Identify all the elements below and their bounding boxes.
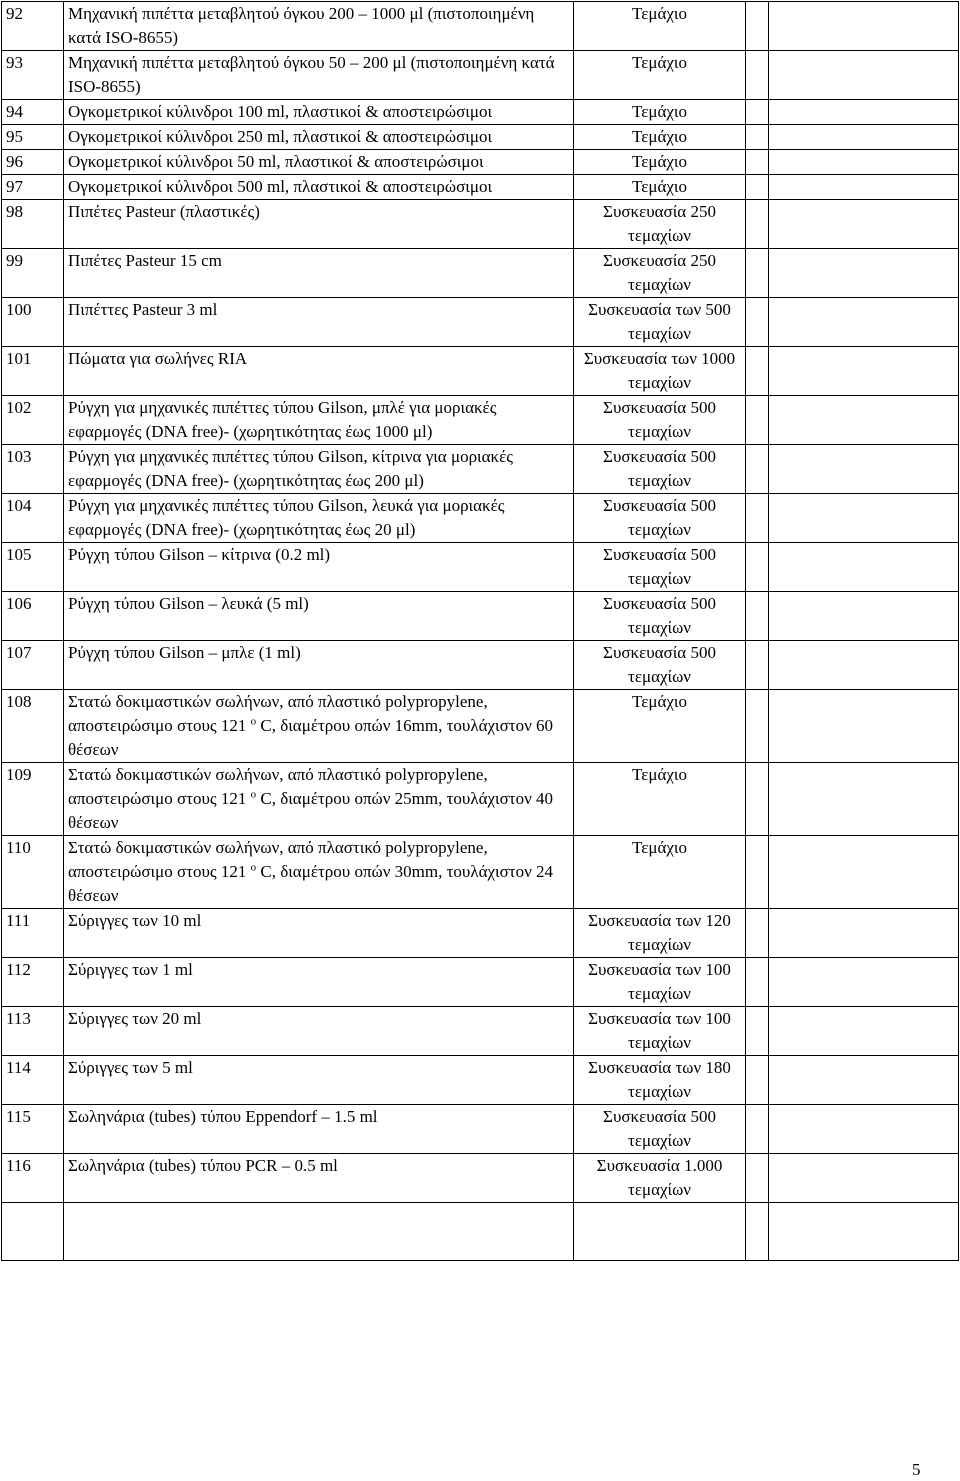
row-unit: Συσκευασία των 180 τεμαχίων xyxy=(574,1056,746,1105)
empty-cell xyxy=(746,2,769,51)
empty-cell xyxy=(769,592,959,641)
empty-cell xyxy=(746,200,769,249)
empty-cell xyxy=(769,909,959,958)
table-row xyxy=(2,396,959,445)
table-row xyxy=(2,51,959,100)
empty-cell xyxy=(769,125,959,150)
row-description: Ογκομετρικοί κύλινδροι 100 ml, πλαστικοί & αποστειρώσιμοι xyxy=(64,100,574,125)
row-number: 94 xyxy=(2,100,64,125)
row-description: Σύριγγες των 1 ml xyxy=(64,958,574,1007)
empty-cell xyxy=(746,909,769,958)
empty-cell xyxy=(746,1007,769,1056)
table-row xyxy=(2,543,959,592)
table-row xyxy=(2,909,959,958)
empty-cell xyxy=(769,494,959,543)
empty-cell xyxy=(769,958,959,1007)
row-description: Πιπέτες Pasteur 15 cm xyxy=(64,249,574,298)
table-row xyxy=(2,763,959,836)
row-unit: Τεμάχιο xyxy=(574,51,746,100)
row-description: Πιπέττες Pasteur 3 ml xyxy=(64,298,574,347)
empty-cell xyxy=(769,1056,959,1105)
table-row xyxy=(2,249,959,298)
row-description: Ρύγχη για μηχανικές πιπέττες τύπου Gilson, λευκά για μοριακές εφαρμογές (DNA free)- (χωρητικότητας έως 20 μl) xyxy=(64,494,574,543)
row-unit: Συσκευασία 500 τεμαχίων xyxy=(574,1105,746,1154)
row-unit: Συσκευασία των 1000 τεμαχίων xyxy=(574,347,746,396)
empty-cell xyxy=(746,396,769,445)
row-number: 108 xyxy=(2,690,64,763)
empty-cell xyxy=(769,543,959,592)
row-unit: Τεμάχιο xyxy=(574,836,746,909)
table-row xyxy=(2,150,959,175)
empty-cell xyxy=(64,1203,574,1261)
empty-cell xyxy=(746,249,769,298)
row-unit: Τεμάχιο xyxy=(574,125,746,150)
empty-cell xyxy=(746,1105,769,1154)
row-number: 104 xyxy=(2,494,64,543)
empty-cell xyxy=(746,175,769,200)
empty-cell xyxy=(574,1203,746,1261)
page-number: 5 xyxy=(912,1460,921,1479)
description-text: Στατώ δοκιμαστικών σωλήνων, από πλαστικό polypropylene, αποστειρώσιμο στους 121 xyxy=(68,765,488,808)
row-description: Ογκομετρικοί κύλινδροι 500 ml, πλαστικοί & αποστειρώσιμοι xyxy=(64,175,574,200)
table-row xyxy=(2,690,959,763)
empty-cell xyxy=(769,150,959,175)
table-row xyxy=(2,958,959,1007)
empty-cell xyxy=(769,1105,959,1154)
row-number: 110 xyxy=(2,836,64,909)
row-number: 95 xyxy=(2,125,64,150)
row-unit: Συσκευασία 500 τεμαχίων xyxy=(574,543,746,592)
empty-cell xyxy=(746,298,769,347)
row-description: Σωληνάρια (tubes) τύπου PCR – 0.5 ml xyxy=(64,1154,574,1203)
row-unit: Συσκευασία 1.000 τεμαχίων xyxy=(574,1154,746,1203)
row-unit: Συσκευασία των 100 τεμαχίων xyxy=(574,1007,746,1056)
row-description xyxy=(64,836,574,909)
table-row xyxy=(2,836,959,909)
table-row xyxy=(2,347,959,396)
empty-cell xyxy=(746,1203,769,1261)
empty-cell xyxy=(769,445,959,494)
row-unit: Συσκευασία των 100 τεμαχίων xyxy=(574,958,746,1007)
degree-superscript: ο xyxy=(250,861,257,874)
row-number: 98 xyxy=(2,200,64,249)
empty-cell xyxy=(769,690,959,763)
empty-cell xyxy=(769,1203,959,1261)
row-description: Σωληνάρια (tubes) τύπου Eppendorf – 1.5 ml xyxy=(64,1105,574,1154)
empty-cell xyxy=(769,2,959,51)
row-number: 107 xyxy=(2,641,64,690)
row-number: 116 xyxy=(2,1154,64,1203)
row-description: Ρύγχη για μηχανικές πιπέττες τύπου Gilson, κίτρινα για μοριακές εφαρμογές (DNA free)- (χωρητικότητας έως 200 μl) xyxy=(64,445,574,494)
table-row xyxy=(2,641,959,690)
row-number: 92 xyxy=(2,2,64,51)
row-unit: Τεμάχιο xyxy=(574,2,746,51)
row-unit: Συσκευασία 500 τεμαχίων xyxy=(574,494,746,543)
description-text: C, διαμέτρου οπών 25mm, τουλάχιστον 40 θέσεων xyxy=(68,789,554,832)
empty-cell xyxy=(769,1154,959,1203)
row-number: 114 xyxy=(2,1056,64,1105)
row-unit: Συσκευασία των 500 τεμαχίων xyxy=(574,298,746,347)
empty-cell xyxy=(746,958,769,1007)
row-number: 112 xyxy=(2,958,64,1007)
row-description: Ρύγχη τύπου Gilson – λευκά (5 ml) xyxy=(64,592,574,641)
empty-cell xyxy=(769,100,959,125)
row-number: 103 xyxy=(2,445,64,494)
row-description: Πώματα για σωλήνες RIA xyxy=(64,347,574,396)
empty-cell xyxy=(769,1007,959,1056)
row-number: 96 xyxy=(2,150,64,175)
table-row xyxy=(2,200,959,249)
table-row xyxy=(2,1154,959,1203)
empty-cell xyxy=(769,200,959,249)
description-text: Στατώ δοκιμαστικών σωλήνων, από πλαστικό polypropylene, αποστειρώσιμο στους 121 xyxy=(68,692,488,735)
row-number: 109 xyxy=(2,763,64,836)
empty-cell xyxy=(769,347,959,396)
empty-cell xyxy=(746,1056,769,1105)
empty-cell xyxy=(746,690,769,763)
row-unit: Τεμάχιο xyxy=(574,100,746,125)
empty-cell xyxy=(769,641,959,690)
row-description: Ογκομετρικοί κύλινδροι 250 ml, πλαστικοί & αποστειρώσιμοι xyxy=(64,125,574,150)
row-description: Πιπέτες Pasteur (πλαστικές) xyxy=(64,200,574,249)
row-number: 113 xyxy=(2,1007,64,1056)
empty-cell xyxy=(746,347,769,396)
empty-cell xyxy=(746,763,769,836)
row-description: Σύριγγες των 20 ml xyxy=(64,1007,574,1056)
description-text: C, διαμέτρου οπών 16mm, τουλάχιστον 60 θέσεων xyxy=(68,716,554,759)
row-unit: Τεμάχιο xyxy=(574,175,746,200)
row-description: Μηχανική πιπέττα μεταβλητού όγκου 200 – 1000 μl (πιστοποιημένη κατά ISO-8655) xyxy=(64,2,574,51)
table-row xyxy=(2,494,959,543)
empty-cell xyxy=(769,836,959,909)
row-number: 106 xyxy=(2,592,64,641)
table-row xyxy=(2,1105,959,1154)
row-description: Μηχανική πιπέττα μεταβλητού όγκου 50 – 200 μl (πιστοποιημένη κατά ISO-8655) xyxy=(64,51,574,100)
row-number: 111 xyxy=(2,909,64,958)
row-description: Ρύγχη για μηχανικές πιπέττες τύπου Gilson, μπλέ για μοριακές εφαρμογές (DNA free)- (χωρητικότητας έως 1000 μl) xyxy=(64,396,574,445)
row-unit: Τεμάχιο xyxy=(574,690,746,763)
row-description xyxy=(64,763,574,836)
empty-cell xyxy=(746,51,769,100)
row-unit: Συσκευασία 500 τεμαχίων xyxy=(574,592,746,641)
table-row xyxy=(2,175,959,200)
row-description xyxy=(64,690,574,763)
items-table xyxy=(1,1,959,1261)
empty-cell xyxy=(746,1154,769,1203)
empty-cell xyxy=(769,396,959,445)
description-text: Στατώ δοκιμαστικών σωλήνων, από πλαστικό polypropylene, αποστειρώσιμο στους 121 xyxy=(68,838,488,881)
row-number: 100 xyxy=(2,298,64,347)
row-description: Σύριγγες των 5 ml xyxy=(64,1056,574,1105)
empty-cell xyxy=(769,175,959,200)
row-description: Ρύγχη τύπου Gilson – μπλε (1 ml) xyxy=(64,641,574,690)
empty-cell xyxy=(769,51,959,100)
empty-cell xyxy=(746,100,769,125)
row-unit: Συσκευασία 250 τεμαχίων xyxy=(574,200,746,249)
empty-cell xyxy=(746,494,769,543)
table-row xyxy=(2,592,959,641)
row-description: Ρύγχη τύπου Gilson – κίτρινα (0.2 ml) xyxy=(64,543,574,592)
row-unit: Συσκευασία των 120 τεμαχίων xyxy=(574,909,746,958)
items-table-body xyxy=(2,2,959,1261)
table-row xyxy=(2,125,959,150)
degree-superscript: ο xyxy=(250,788,257,801)
empty-cell xyxy=(746,641,769,690)
row-unit: Συσκευασία 500 τεμαχίων xyxy=(574,396,746,445)
row-number: 101 xyxy=(2,347,64,396)
row-number: 115 xyxy=(2,1105,64,1154)
degree-superscript: ο xyxy=(250,715,257,728)
empty-cell xyxy=(769,298,959,347)
empty-cell xyxy=(746,150,769,175)
empty-cell xyxy=(746,543,769,592)
description-text: C, διαμέτρου οπών 30mm, τουλάχιστον 24 θέσεων xyxy=(68,862,554,905)
row-unit: Συσκευασία 250 τεμαχίων xyxy=(574,249,746,298)
table-row xyxy=(2,445,959,494)
blank-row xyxy=(2,1203,959,1261)
row-number: 99 xyxy=(2,249,64,298)
table-row xyxy=(2,1056,959,1105)
empty-cell xyxy=(769,763,959,836)
row-description: Ογκομετρικοί κύλινδροι 50 ml, πλαστικοί & αποστειρώσιμοι xyxy=(64,150,574,175)
table-row xyxy=(2,2,959,51)
table-row xyxy=(2,100,959,125)
empty-cell xyxy=(746,836,769,909)
row-unit: Τεμάχιο xyxy=(574,763,746,836)
empty-cell xyxy=(769,249,959,298)
row-unit: Συσκευασία 500 τεμαχίων xyxy=(574,445,746,494)
row-number: 97 xyxy=(2,175,64,200)
empty-cell xyxy=(746,125,769,150)
empty-cell xyxy=(746,592,769,641)
empty-cell xyxy=(2,1203,64,1261)
table-row xyxy=(2,298,959,347)
row-unit: Τεμάχιο xyxy=(574,150,746,175)
row-number: 105 xyxy=(2,543,64,592)
row-number: 102 xyxy=(2,396,64,445)
row-unit: Συσκευασία 500 τεμαχίων xyxy=(574,641,746,690)
row-number: 93 xyxy=(2,51,64,100)
empty-cell xyxy=(746,445,769,494)
table-row xyxy=(2,1007,959,1056)
row-description: Σύριγγες των 10 ml xyxy=(64,909,574,958)
